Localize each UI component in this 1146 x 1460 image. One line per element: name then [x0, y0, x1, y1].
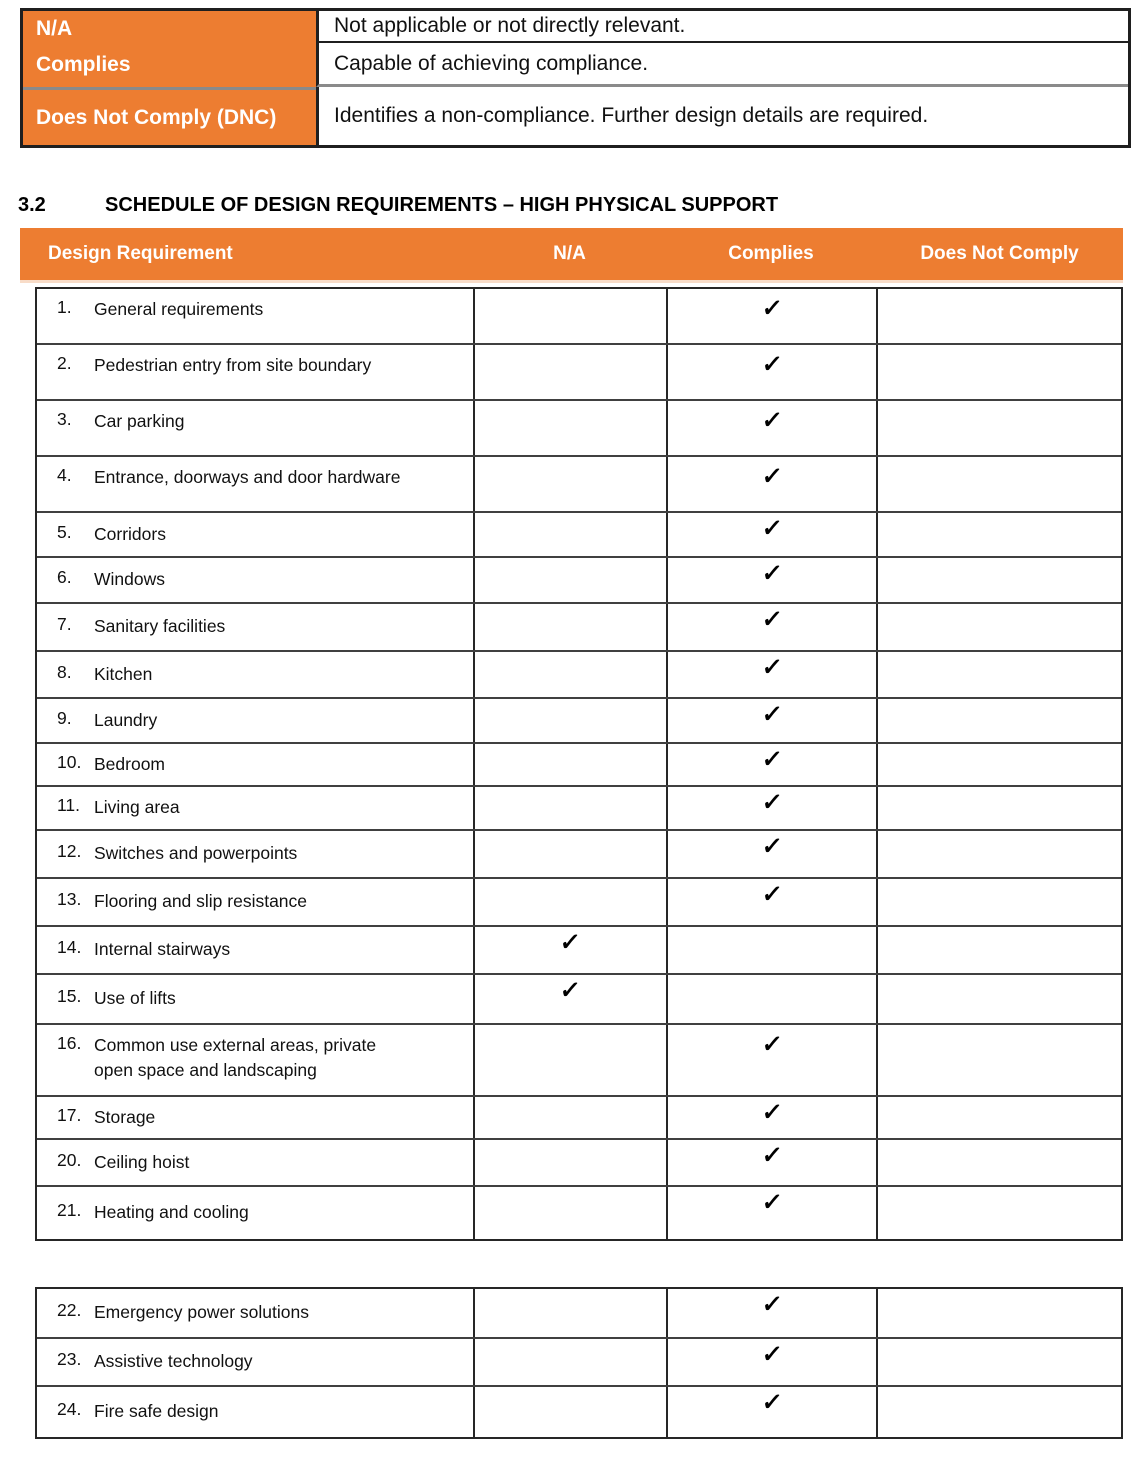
table-row: [37, 1097, 1121, 1140]
cell-na: [475, 1387, 668, 1437]
schedule-header-row: [20, 228, 1123, 283]
column-header-does-not-comply: Does Not Comply: [920, 243, 1079, 264]
cell-does-not-comply: [878, 1097, 1125, 1138]
requirement-label-cell: [37, 345, 475, 399]
table-row: [37, 831, 1121, 879]
check-icon: ✓: [760, 654, 784, 681]
requirement-text: Windows: [94, 569, 165, 590]
requirement-label-cell: [37, 457, 475, 511]
requirement-label-cell: [37, 401, 475, 455]
cell-na: [475, 1289, 668, 1337]
cell-complies: [668, 1187, 878, 1239]
table-row: [37, 1289, 1121, 1339]
cell-does-not-comply: [878, 401, 1125, 455]
table-row: [37, 513, 1121, 558]
requirement-label-cell: [37, 831, 475, 877]
requirement-number: 4.: [57, 465, 72, 485]
table-row: [37, 1140, 1121, 1187]
schedule-table: [35, 287, 1123, 1241]
column-header-na: N/A: [553, 243, 586, 264]
cell-na: [475, 1025, 668, 1095]
cell-does-not-comply: [878, 652, 1125, 697]
check-icon: ✓: [760, 833, 784, 860]
cell-na: [475, 289, 668, 343]
cell-complies: [668, 879, 878, 925]
cell-does-not-comply: [878, 1387, 1125, 1437]
requirement-label-cell: [37, 289, 475, 343]
requirement-text: Emergency power solutions: [94, 1302, 309, 1323]
requirement-text: General requirements: [94, 299, 264, 319]
table-row: [37, 879, 1121, 927]
requirement-text: Heating and cooling: [94, 1202, 249, 1223]
requirement-text: Corridors: [94, 523, 166, 544]
section-number: 3.2: [18, 194, 46, 216]
requirement-label-cell: [37, 513, 475, 556]
requirement-number: 8.: [57, 661, 72, 682]
check-icon: ✓: [760, 746, 784, 773]
requirement-text: Laundry: [94, 709, 158, 730]
check-icon: ✓: [559, 929, 583, 956]
requirement-number: 17.: [57, 1104, 82, 1125]
cell-na: [475, 558, 668, 602]
cell-does-not-comply: [878, 787, 1125, 829]
requirement-text: Bedroom: [94, 753, 166, 774]
cell-does-not-comply: [878, 1025, 1125, 1095]
requirement-number: 16.: [57, 1033, 82, 1053]
requirement-number: 21.: [57, 1200, 82, 1221]
check-icon: ✓: [760, 1031, 784, 1058]
legend-definition-dnc: Identifies a non-compliance. Further design details are required.: [316, 87, 1128, 145]
check-icon: ✓: [760, 1341, 784, 1368]
table-row: [37, 699, 1121, 744]
section-title: SCHEDULE OF DESIGN REQUIREMENTS – HIGH PHYSICAL SUPPORT: [105, 194, 779, 216]
cell-complies: [668, 604, 878, 650]
cell-na: [475, 345, 668, 399]
requirement-number: 6.: [57, 567, 72, 588]
requirement-label-cell: [37, 699, 475, 742]
cell-does-not-comply: [878, 457, 1125, 511]
requirement-text: Switches and powerpoints: [94, 843, 298, 864]
cell-na: [475, 457, 668, 511]
cell-does-not-comply: [878, 289, 1125, 343]
requirement-text: Assistive technology: [94, 1351, 253, 1372]
table-row: [37, 744, 1121, 787]
cell-does-not-comply: [878, 345, 1125, 399]
cell-na: [475, 604, 668, 650]
cell-complies: [668, 831, 878, 877]
cell-na: [475, 787, 668, 829]
legend-term-na: N/A: [36, 17, 73, 40]
requirement-text: Ceiling hoist: [94, 1151, 190, 1172]
requirement-number: 9.: [57, 707, 72, 728]
requirement-number: 24.: [57, 1399, 82, 1420]
cell-does-not-comply: [878, 1339, 1125, 1385]
requirement-number: 11.: [57, 795, 81, 816]
requirement-number: 22.: [57, 1300, 82, 1321]
table-row: [37, 1025, 1121, 1097]
cell-na: [475, 513, 668, 556]
table-row: [37, 1339, 1121, 1387]
requirement-number: 5.: [57, 521, 72, 542]
cell-na: [475, 831, 668, 877]
cell-na: [475, 879, 668, 925]
cell-na: [475, 744, 668, 785]
table-row: [37, 558, 1121, 604]
cell-complies: [668, 457, 878, 511]
cell-does-not-comply: [878, 558, 1125, 602]
requirement-label-cell: [37, 787, 475, 829]
requirement-number: 20.: [57, 1149, 82, 1170]
requirement-number: 14.: [57, 937, 82, 958]
cell-does-not-comply: [878, 744, 1125, 785]
requirement-text: Kitchen: [94, 663, 153, 684]
table-row: [37, 927, 1121, 975]
cell-complies: [668, 289, 878, 343]
requirement-number: 15.: [57, 986, 82, 1007]
cell-complies: [668, 975, 878, 1023]
requirement-label-cell: [37, 927, 475, 973]
table-row: [37, 604, 1121, 652]
check-icon: ✓: [760, 881, 784, 908]
requirement-text: Use of lifts: [94, 988, 176, 1009]
requirement-text: Internal stairways: [94, 939, 231, 960]
cell-does-not-comply: [878, 699, 1125, 742]
requirement-label-cell: [37, 879, 475, 925]
requirement-number: 2.: [57, 353, 72, 373]
check-icon: ✓: [760, 789, 784, 816]
cell-complies: [668, 401, 878, 455]
requirement-number: 1.: [57, 297, 72, 317]
cell-na: [475, 1097, 668, 1138]
table-row: [37, 1187, 1121, 1239]
table-row: [37, 345, 1121, 401]
requirement-text: Sanitary facilities: [94, 616, 226, 637]
cell-does-not-comply: [878, 879, 1125, 925]
requirement-label-cell: [37, 1140, 475, 1185]
table-row: [37, 1387, 1121, 1437]
requirement-text: Fire safe design: [94, 1401, 219, 1422]
requirement-label-cell: [37, 1289, 475, 1337]
check-icon: ✓: [760, 351, 784, 378]
requirement-text: Common use external areas, private open space and landscaping: [94, 1035, 377, 1081]
cell-does-not-comply: [878, 831, 1125, 877]
cell-does-not-comply: [878, 604, 1125, 650]
cell-does-not-comply: [878, 927, 1125, 973]
column-header-design-requirement: Design Requirement: [48, 243, 233, 264]
cell-complies: [668, 652, 878, 697]
check-icon: ✓: [760, 1291, 784, 1318]
legend-definition-na: Not applicable or not directly relevant.: [316, 11, 1128, 43]
cell-na: [475, 1140, 668, 1185]
cell-complies: [668, 927, 878, 973]
requirement-text: Car parking: [94, 411, 185, 431]
cell-na: [475, 652, 668, 697]
cell-na: [475, 975, 668, 1023]
cell-complies: [668, 1097, 878, 1138]
cell-na: [475, 401, 668, 455]
check-icon: ✓: [760, 606, 784, 633]
table-row: [37, 652, 1121, 699]
requirement-label-cell: [37, 975, 475, 1023]
cell-complies: [668, 1387, 878, 1437]
requirement-number: 7.: [57, 614, 72, 635]
cell-complies: [668, 1339, 878, 1385]
requirement-number: 10.: [57, 751, 82, 772]
check-icon: ✓: [760, 560, 784, 587]
cell-na: [475, 1339, 668, 1385]
check-icon: ✓: [760, 463, 784, 490]
cell-complies: [668, 345, 878, 399]
table-row: [37, 457, 1121, 513]
check-icon: ✓: [760, 407, 784, 434]
cell-complies: [668, 1025, 878, 1095]
cell-does-not-comply: [878, 1187, 1125, 1239]
table-row: [37, 787, 1121, 831]
cell-complies: [668, 787, 878, 829]
requirement-number: 13.: [57, 889, 82, 910]
check-icon: ✓: [760, 515, 784, 542]
table-row: [37, 975, 1121, 1025]
check-icon: ✓: [760, 295, 784, 322]
requirement-label-cell: [37, 1339, 475, 1385]
requirement-label-cell: [37, 604, 475, 650]
check-icon: ✓: [760, 701, 784, 728]
requirement-label-cell: [37, 1187, 475, 1239]
cell-complies: [668, 744, 878, 785]
legend-term-dnc: Does Not Comply (DNC): [23, 87, 316, 145]
cell-does-not-comply: [878, 513, 1125, 556]
check-icon: ✓: [760, 1142, 784, 1169]
requirement-text: Storage: [94, 1106, 156, 1127]
cell-na: [475, 927, 668, 973]
cell-complies: [668, 1140, 878, 1185]
cell-does-not-comply: [878, 975, 1125, 1023]
requirement-label-cell: [37, 1025, 475, 1095]
requirement-label-cell: [37, 652, 475, 697]
check-icon: ✓: [559, 977, 583, 1004]
cell-complies: [668, 699, 878, 742]
cell-does-not-comply: [878, 1289, 1125, 1337]
table-row: [37, 401, 1121, 457]
cell-complies: [668, 558, 878, 602]
requirement-text: Entrance, doorways and door hardware: [94, 467, 401, 487]
cell-complies: [668, 1289, 878, 1337]
table-row: [37, 289, 1121, 345]
legend-table: [20, 8, 1131, 148]
legend-term-complies: Complies: [36, 53, 131, 76]
requirement-text: Flooring and slip resistance: [94, 891, 308, 912]
legend-term-group: [23, 11, 316, 87]
requirement-number: 23.: [57, 1349, 82, 1370]
check-icon: ✓: [760, 1189, 784, 1216]
requirement-label-cell: [37, 1387, 475, 1437]
requirement-text: Pedestrian entry from site boundary: [94, 355, 372, 375]
cell-does-not-comply: [878, 1140, 1125, 1185]
requirement-text: Living area: [94, 797, 180, 818]
section-heading: [18, 194, 1128, 217]
requirement-label-cell: [37, 744, 475, 785]
cell-complies: [668, 513, 878, 556]
schedule-table-continued: [35, 1287, 1123, 1439]
requirement-label-cell: [37, 1097, 475, 1138]
requirement-number: 3.: [57, 409, 72, 429]
requirement-label-cell: [37, 558, 475, 602]
cell-na: [475, 1187, 668, 1239]
check-icon: ✓: [760, 1389, 784, 1416]
requirement-number: 12.: [57, 841, 82, 862]
column-header-complies: Complies: [728, 243, 814, 264]
cell-na: [475, 699, 668, 742]
legend-definition-complies: Capable of achieving compliance.: [316, 43, 1128, 87]
check-icon: ✓: [760, 1099, 784, 1126]
